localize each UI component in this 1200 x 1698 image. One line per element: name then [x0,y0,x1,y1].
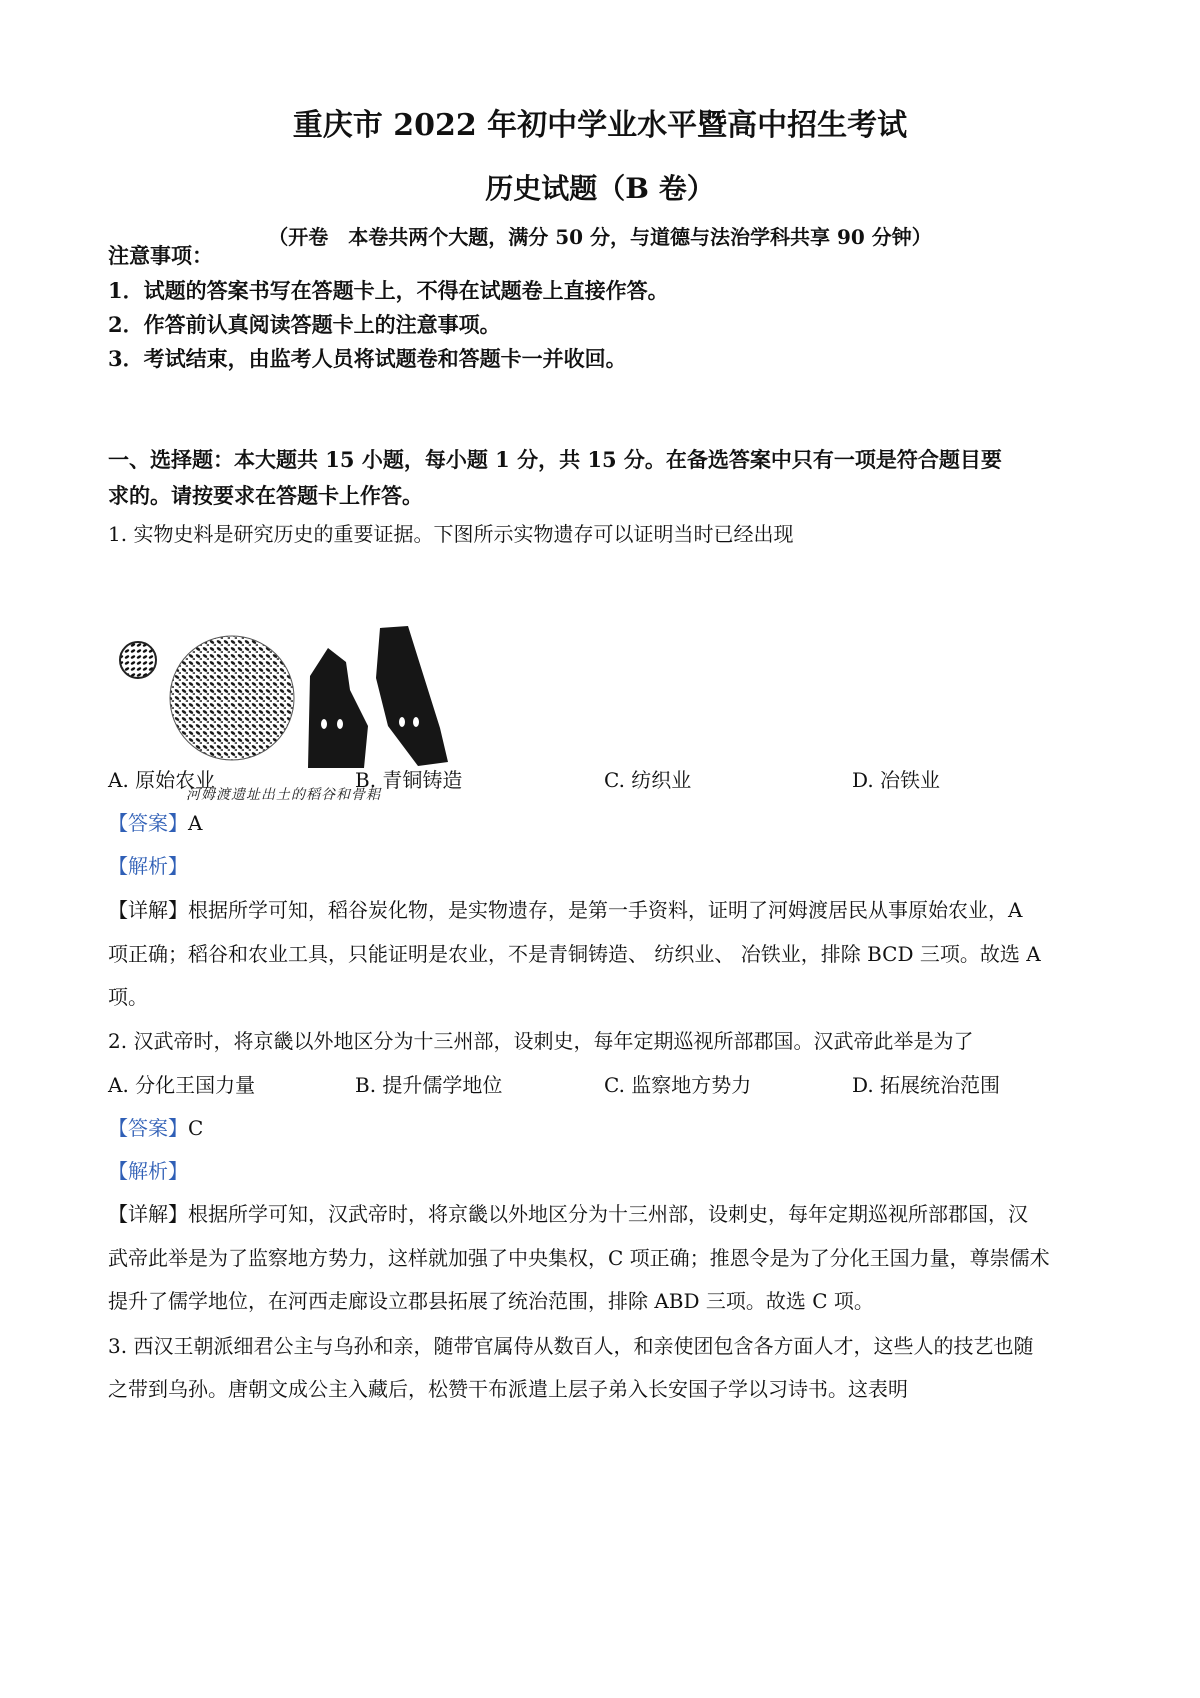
answer-value: C [188,1116,204,1140]
detail-line: 【详解】根据所学可知，汉武帝时，将京畿以外地区分为十三州部，设刺史，每年定期巡视所部郡国，汉 [108,1202,1028,1226]
option-d: D. 拓展统治范围 [852,1073,1001,1097]
answer-line [108,809,1104,837]
detail-line: 项正确；稻谷和农业工具，只能证明是农业，不是青铜铸造、 纺织业、 冶铁业，排除 BCD 三项。故选 A [108,942,1041,966]
notice-item: 2．作答前认真阅读答题卡上的注意事项。 [108,312,501,337]
question-stem: 3. 西汉王朝派细君公主与乌孙和亲，随带官属侍从数百人，和亲使团包含各方面人才，这些人的技艺也随 [108,1334,1034,1358]
figure-caption: 河姆渡遗址出土的稻谷和骨耜 [186,787,381,803]
answer-line [108,1114,1104,1142]
option-c: C. 纺织业 [604,768,692,792]
rice-and-bone-tool-illustration [118,618,488,788]
grain-cluster [170,636,294,760]
answer-value: A [188,811,203,835]
bone-tool-right [376,626,448,766]
option-a: A. 原始农业 [108,768,216,792]
option-c: C. 监察地方势力 [604,1073,752,1097]
answer-tag: 【答案】 [108,811,188,835]
question-stem: 2. 汉武帝时，将京畿以外地区分为十三州部，设刺史，每年定期巡视所部郡国。汉武帝此举是为了 [108,1029,974,1053]
notice-heading: 注意事项： [108,243,213,268]
question-stem: 1. 实物史料是研究历史的重要证据。下图所示实物遗存可以证明当时已经出现 [108,522,794,546]
analysis-tag: 【解析】 [108,854,188,878]
notice-item: 1．试题的答案书写在答题卡上，不得在试题卷上直接作答。 [108,278,669,303]
analysis-tag: 【解析】 [108,1159,188,1183]
analysis-line [108,1157,1104,1185]
exam-title: 重庆市 2022 年初中学业水平暨高中招生考试 [292,108,908,143]
bone-tool-left [308,648,368,768]
exam-subtitle: 历史试题（B 卷） [485,172,715,205]
option-d: D. 冶铁业 [852,768,941,792]
options-row [108,1071,1108,1099]
option-a: A. 分化王国力量 [108,1073,256,1097]
small-grain-cluster [120,642,156,678]
option-b: B. 青铜铸造 [355,768,463,792]
exam-info: （开卷 本卷共两个大题，满分 50 分，与道德与法治学科共享 90 分钟） [268,225,932,249]
option-b: B. 提升儒学地位 [355,1073,503,1097]
analysis-line [108,852,1104,880]
options-row [108,766,1108,794]
question-stem-cont: 之带到乌孙。唐朝文成公主入藏后，松赞干布派遣上层子弟入长安国子学以习诗书。这表明 [108,1377,908,1401]
section-heading-cont: 求的。请按要求在答题卡上作答。 [108,483,423,508]
section-heading: 一、选择题：本大题共 15 小题，每小题 1 分，共 15 分。在备选答案中只有一项是符合题目要 [108,447,1002,472]
detail-line: 【详解】根据所学可知，稻谷炭化物，是实物遗存，是第一手资料，证明了河姆渡居民从事原始农业，A [108,898,1023,922]
notice-item: 3．考试结束，由监考人员将试题卷和答题卡一并收回。 [108,346,627,371]
detail-line: 武帝此举是为了监察地方势力，这样就加强了中央集权，C 项正确；推恩令是为了分化王国力量，尊崇儒术 [108,1246,1050,1270]
detail-line: 项。 [108,985,148,1009]
detail-line: 提升了儒学地位，在河西走廊设立郡县拓展了统治范围，排除 ABD 三项。故选 C 项。 [108,1289,874,1313]
answer-tag: 【答案】 [108,1116,188,1140]
